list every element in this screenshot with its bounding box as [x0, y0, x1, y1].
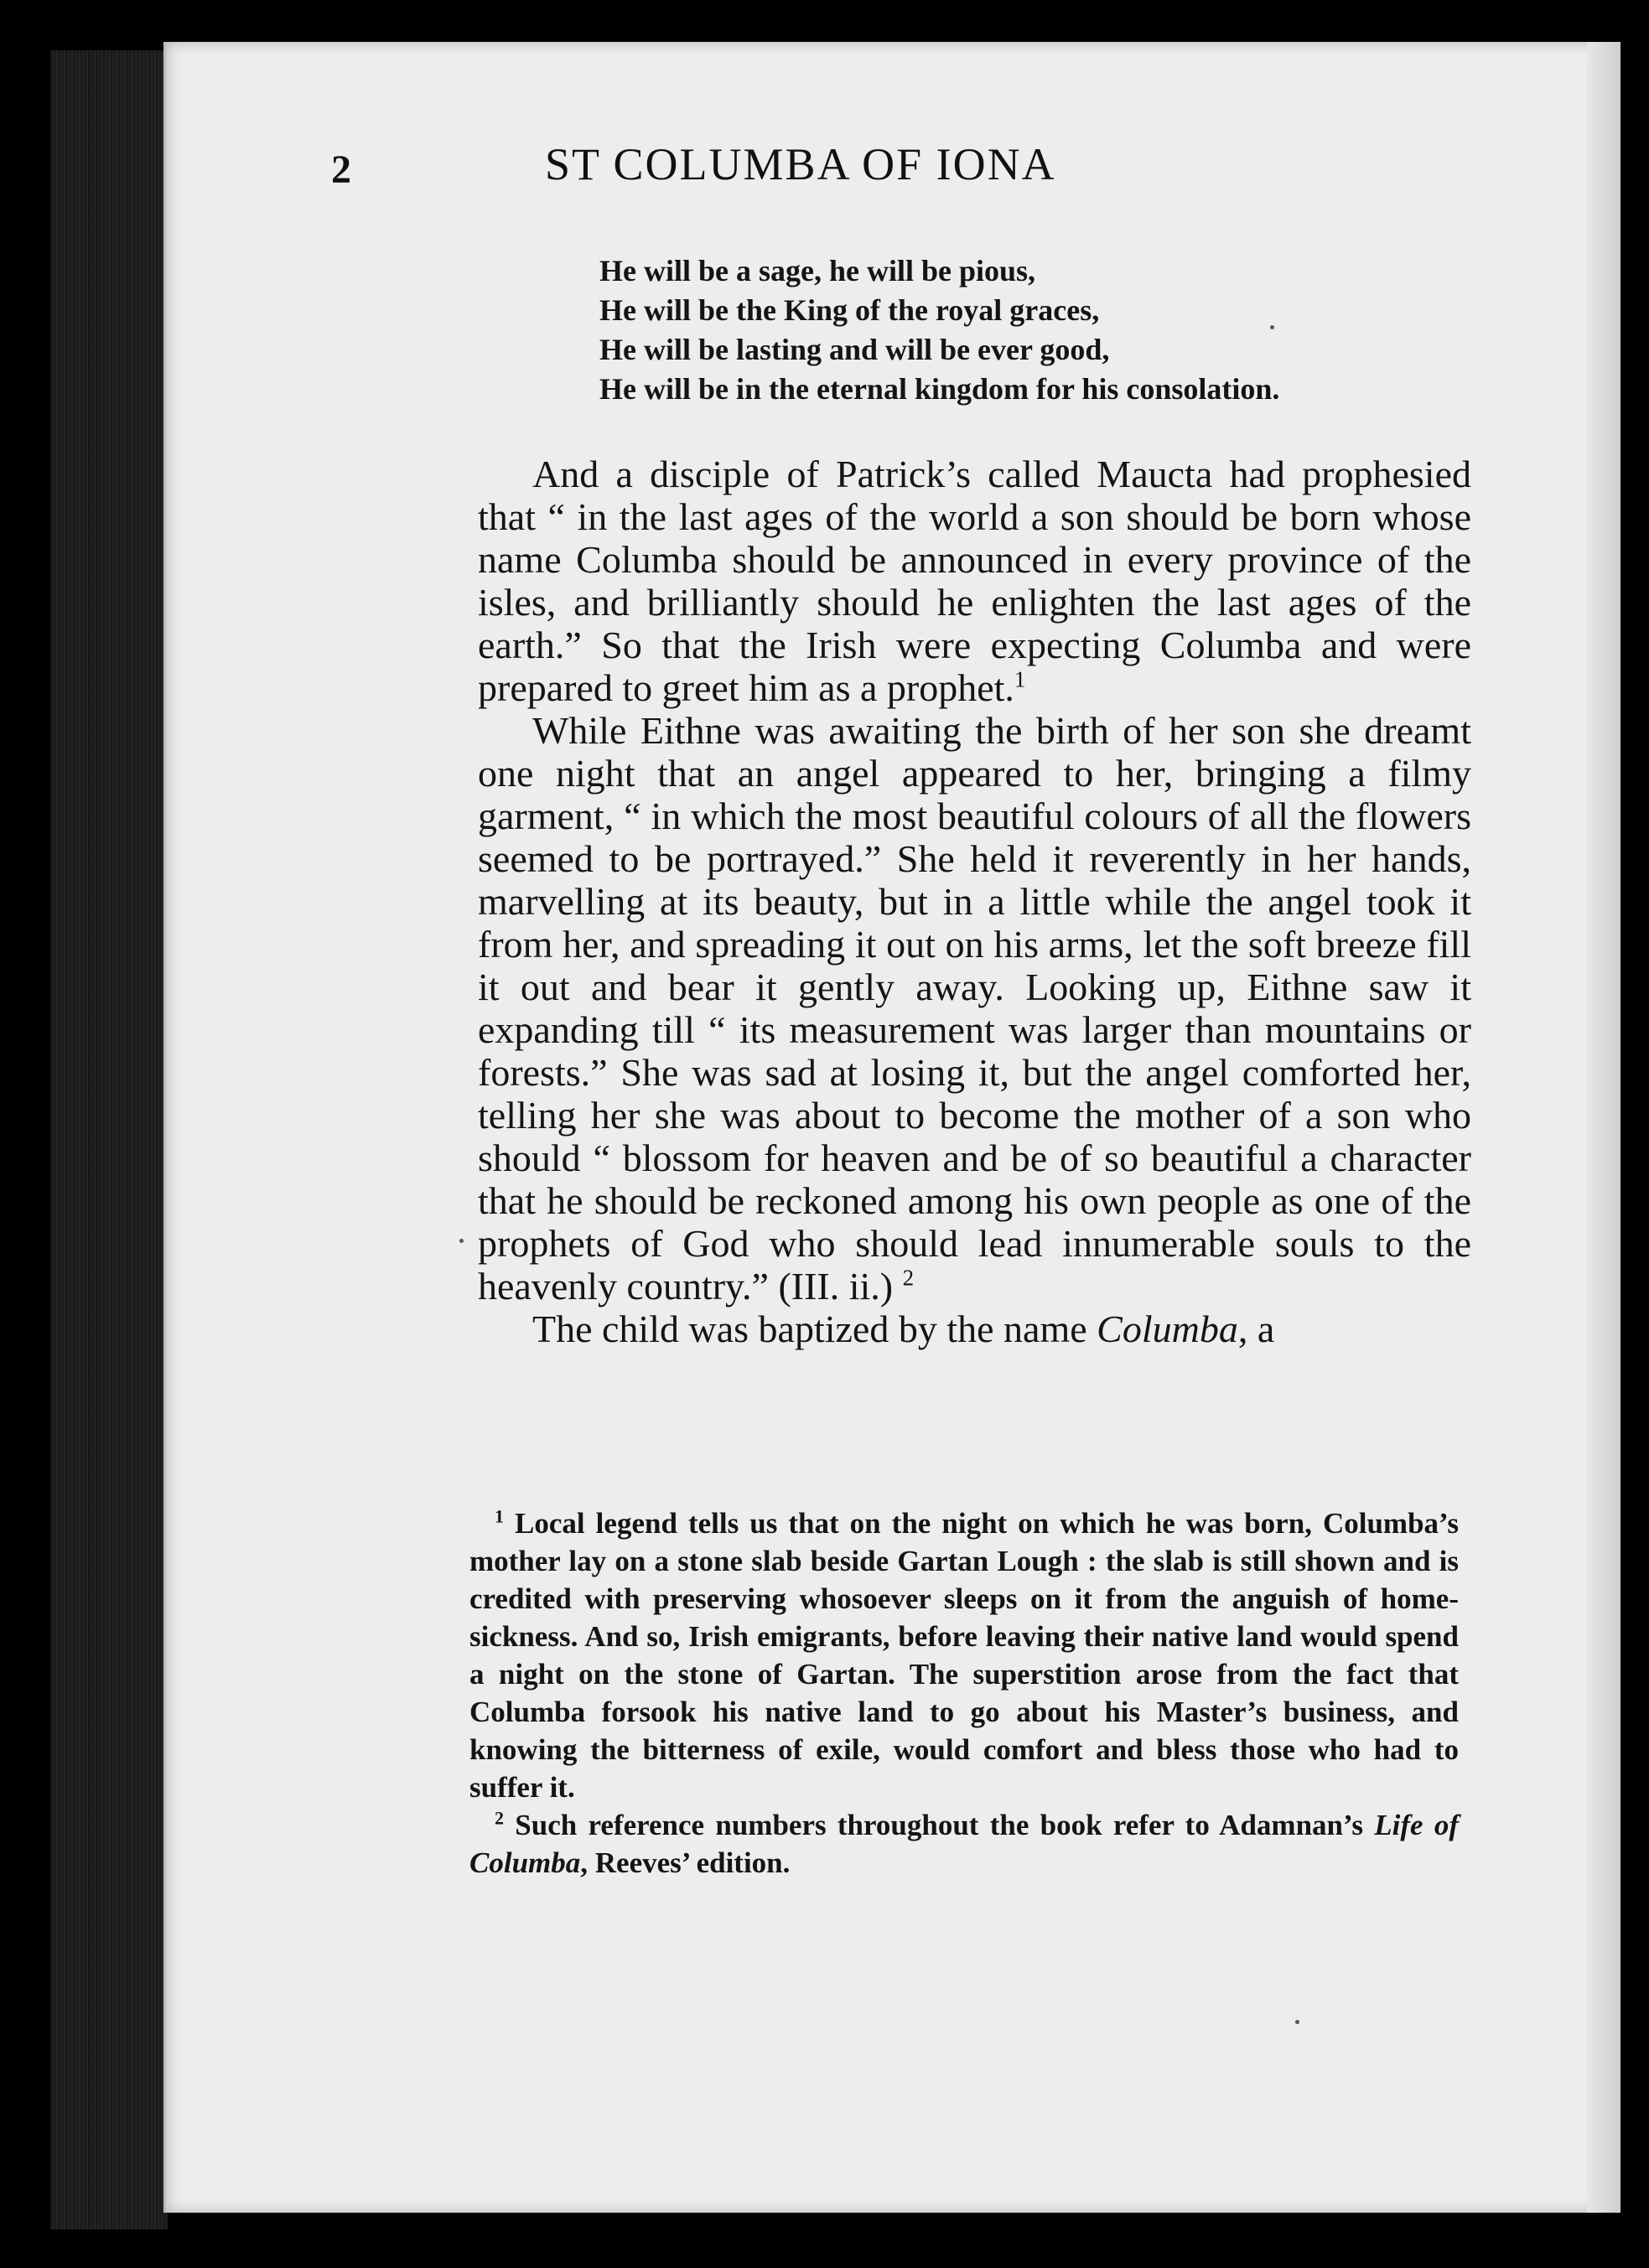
poem-line: He will be lasting and will be ever good, — [599, 333, 1110, 366]
paragraph — [478, 453, 1471, 709]
footnote-marker: 2 — [495, 1807, 504, 1829]
paragraph-text: While Eithne was awaiting the birth of her son she dreamt one night that an angel appeared to her, bringing a filmy garment, “ in which the most beautiful colours of all the flowers seemed to be portrayed.” She held it reverently in her hands, marvelling at its beauty, but in a little while the angel took it from her, and spreading it out on his arms, let the soft breeze fill it out and bear it gently away. Looking up, Eithne saw it expanding till “ its measurement was larger than mountains or forests.” She was sad at losing it, but the angel comforted her, telling her she was about to become the mother of a son who should “ blossom for heaven and be of so beautiful a character that he should be reckoned among his own people as one of the prophets of God who should lead innumerable souls to the heavenly country.” (III. ii.) — [478, 709, 1471, 1307]
poem-line: He will be the King of the royal graces, — [599, 293, 1100, 327]
footnote-text: Such reference numbers throughout the book refer to Adamnan’s — [515, 1809, 1375, 1841]
paragraph-text: And a disciple of Patrick’s called Maucta had prophesied that “ in the last ages of the world a son should be born whose name Columba should be announced in every province of the isles, and brilliantly should he enlighten the last ages of the earth.” So that the Irish were expecting Columba and were prepared to greet him as a prophet. — [478, 453, 1471, 709]
running-title: ST COLUMBA OF IONA — [545, 139, 1056, 189]
paragraph-text: , a — [1237, 1307, 1275, 1350]
italic-name: Columba — [1097, 1307, 1238, 1350]
footnote-text: Local legend tells us that on the night on which he was born, Columba’s mother lay on a stone slab beside Gartan Lough : the slab is still shown and is credited with preserving whosoever sleeps on it from the anguish of home-sickness. And so, Irish emigrants, before leaving their native land would spend a night on the stone of Gartan. The superstition arose from the fact that Columba forsook his native land to go about his Master’s business, and knowing the bitterness of exile, would comfort and bless those who had to suffer it. — [469, 1507, 1460, 1804]
page-gutter-shadow — [1587, 42, 1620, 2213]
paragraph — [478, 709, 1471, 1307]
footnote-reference: 2 — [902, 1265, 915, 1291]
scan-binding-edge — [50, 50, 168, 2229]
footnote — [469, 1504, 1459, 1806]
paragraph — [478, 1307, 1471, 1350]
poem-line: He will be in the eternal kingdom for his consolation. — [599, 372, 1280, 406]
footnotes — [469, 1504, 1459, 1882]
poem-verse — [599, 251, 1438, 409]
scan-speck — [1270, 325, 1274, 329]
footnote-marker: 1 — [495, 1505, 504, 1527]
footnote-reference: 1 — [1014, 666, 1026, 692]
scan-speck — [459, 1239, 464, 1243]
poem-line: He will be a sage, he will be pious, — [599, 254, 1036, 287]
footnote-text: , Reeves’ edition. — [580, 1846, 791, 1879]
page-header — [331, 138, 1262, 205]
paragraph-text: The child was baptized by the name — [532, 1307, 1097, 1350]
page-number: 2 — [331, 148, 351, 192]
book-title: Life of Columba — [469, 1809, 1459, 1879]
body-text — [478, 453, 1471, 1350]
footnote — [469, 1806, 1459, 1882]
scan-speck — [1295, 2020, 1299, 2024]
